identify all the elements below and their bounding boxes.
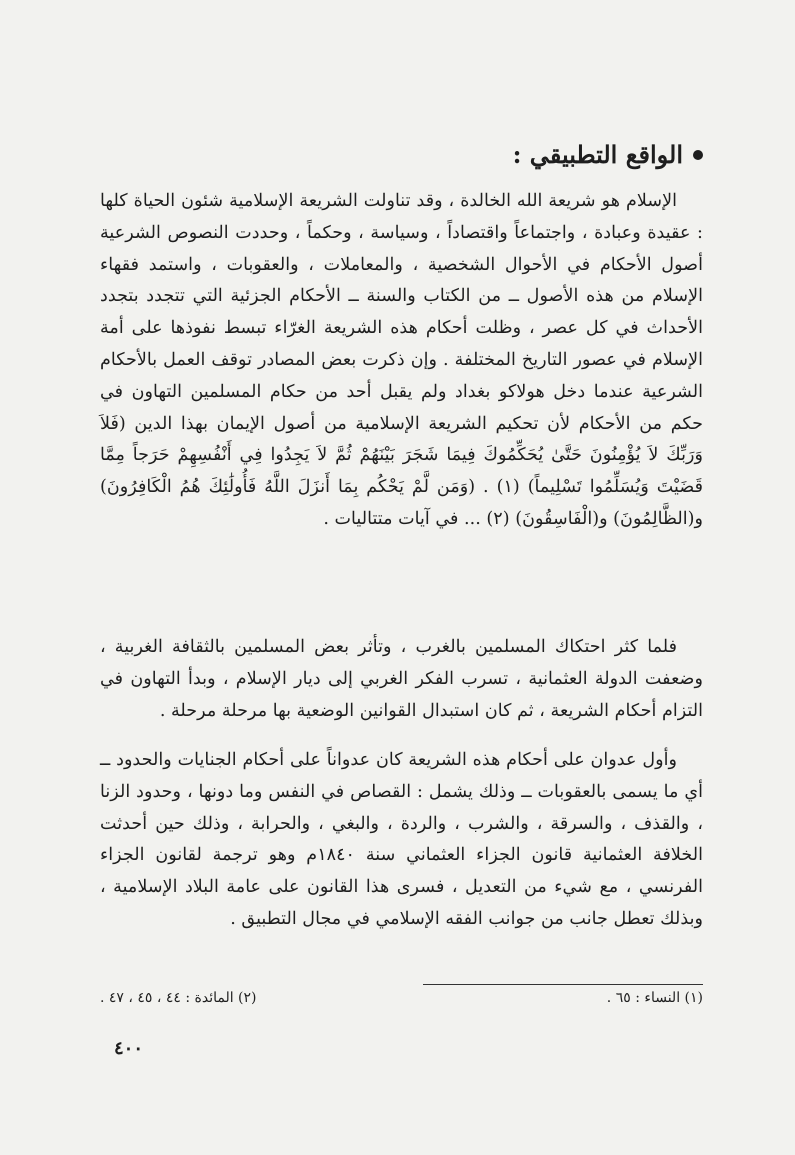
footnote-2: (٢) المائدة : ٤٤ ، ٤٥ ، ٤٧ . [100,990,257,1006]
paragraph-3 [100,745,703,936]
paragraph-1 [100,186,703,536]
section-heading-text: الواقع التطبيقي : [512,140,683,169]
footnotes [100,990,703,1006]
page-number: ٤٠٠ [114,1038,144,1059]
paragraph-3-text: وأول عدوان على أحكام هذه الشريعة كان عدواناً على أحكام الجنايات والحدود ــ أي ما يسمى بالعقوبات ــ وذلك يشمل : القصاص في النفس وما دونها ، وحدود الزنا ، والقذف ، والسرقة ، والشرب ، والردة ، والبغي ، والحرابة ، وذلك حين أحدثت الخلافة العثمانية قانون الجزاء العثماني سنة ١٨٤٠م وهو ترجمة لقانون الجزاء الفرنسي ، مع شيء من التعديل ، فسرى هذا القانون على عامة البلاد الإسلامية ، وبذلك تعطل جانب من جوانب الفقه الإسلامي في مجال التطبيق . [100,750,703,929]
section-heading [513,140,703,169]
footnote-divider [423,984,703,985]
paragraph-1-text: الإسلام هو شريعة الله الخالدة ، وقد تناولت الشريعة الإسلامية شئون الحياة كلها : عقيدة وعبادة ، واجتماعاً واقتصاداً ، وسياسة ، وحكماً ، وحددت النصوص الشرعية أصول الأحكام في الأحوال الشخصية ، والمعاملات ، والعقوبات ، واستمد فقهاء الإسلام من هذه الأصول ــ من الكتاب والسنة ــ الأحكام الجزئية التي تتجدد بتجدد الأحداث في كل عصر ، وظلت أحكام هذه الشريعة الغرّاء تبسط نفوذها على أمة الإسلام في عصور التاريخ المختلفة . وإن ذكرت بعض المصادر توقف العمل بالأحكام الشرعية عندما دخل هولاكو بغداد ولم يقبل أحد من حكام المسلمين التهاون في حكم من الأحكام لأن تحكيم الشريعة الإسلامية من أصول الإيمان بهذا الدين (فَلاَ وَرَبِّكَ لاَ يُؤْمِنُونَ حَتَّىٰ يُحَكِّمُوكَ فِيمَا شَجَرَ بَيْنَهُمْ ثُمَّ لاَ يَجِدُوا فِي أَنْفُسِهِمْ حَرَجاً مِمَّا قَضَيْتَ وَيُسَلِّمُوا تَسْلِيماً) (١) . (وَمَن لَّمْ يَحْكُم بِمَا أَنزَلَ اللَّهُ فَأُولَٰئِكَ هُمُ الْكَافِرُونَ) و(الظَّالِمُونَ) و(الْفَاسِقُونَ) (٢) ... في آيات متتاليات . [100,191,703,529]
paragraph-2-text: فلما كثر احتكاك المسلمين بالغرب ، وتأثر بعض المسلمين بالثقافة الغربية ، وضعفت الدولة العثمانية ، تسرب الفكر الغربي إلى ديار الإسلام ، وبدأ التهاون في التزام أحكام الشريعة ، ثم كان استبدال القوانين الوضعية بها مرحلة مرحلة . [100,637,703,721]
footnote-1: (١) النساء : ٦٥ . [606,990,703,1006]
bullet-icon [693,150,703,160]
paragraph-2 [100,632,703,727]
